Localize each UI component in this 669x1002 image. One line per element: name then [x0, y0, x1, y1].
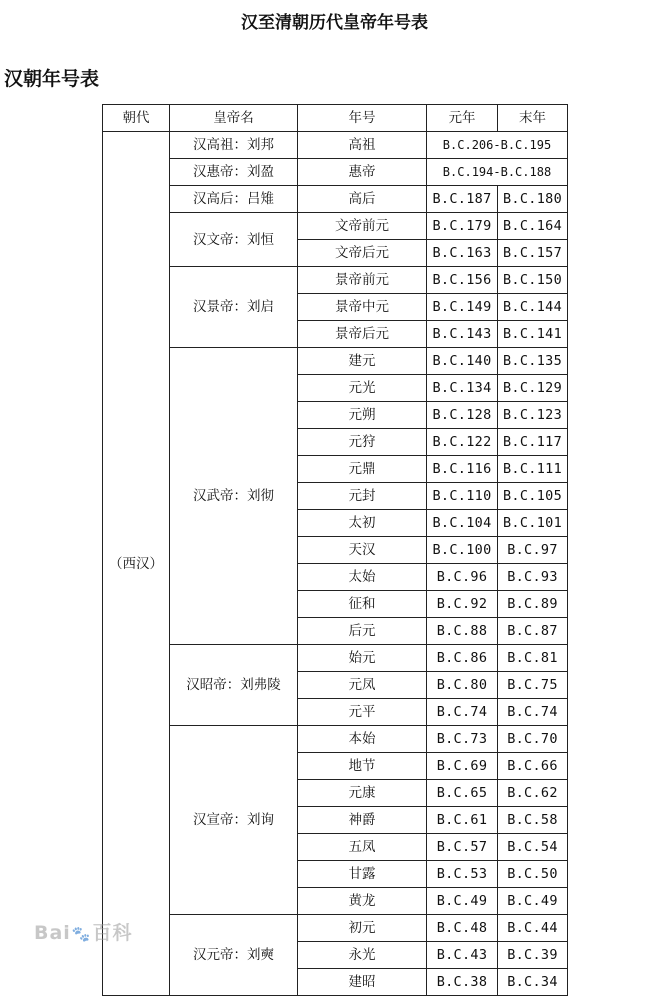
table-row [103, 159, 568, 186]
start-year-cell: B.C.74 [427, 699, 498, 726]
watermark-text-left: Bai [34, 922, 71, 944]
era-name-cell: 黄龙 [298, 888, 427, 915]
end-year-cell: B.C.87 [498, 618, 568, 645]
start-year-cell: B.C.53 [427, 861, 498, 888]
era-name-cell: 神爵 [298, 807, 427, 834]
start-year-cell: B.C.163 [427, 240, 498, 267]
start-year-cell: B.C.122 [427, 429, 498, 456]
year-span-cell [427, 132, 568, 159]
era-name-cell: 甘露 [298, 861, 427, 888]
era-name-cell: 建元 [298, 348, 427, 375]
start-year-cell: B.C.61 [427, 807, 498, 834]
header-emperor: 皇帝名 [170, 105, 298, 132]
end-year-cell: B.C.50 [498, 861, 568, 888]
header-era: 年号 [298, 105, 427, 132]
year-separator: - [493, 138, 501, 152]
end-year-cell: B.C.97 [498, 537, 568, 564]
start-year-cell: B.C.187 [427, 186, 498, 213]
era-name-cell: 征和 [298, 591, 427, 618]
start-year-cell: B.C.179 [427, 213, 498, 240]
table-row [103, 267, 568, 294]
era-name-cell: 天汉 [298, 537, 427, 564]
end-year-cell: B.C.89 [498, 591, 568, 618]
table-row [103, 186, 568, 213]
era-name-cell: 地节 [298, 753, 427, 780]
era-name-cell: 后元 [298, 618, 427, 645]
start-year-cell: B.C.57 [427, 834, 498, 861]
start-year-cell: B.C.140 [427, 348, 498, 375]
emperor-name-cell: 汉景帝：刘启 [170, 267, 298, 348]
table-row [103, 132, 568, 159]
start-year-cell: B.C.104 [427, 510, 498, 537]
era-name-cell: 元封 [298, 483, 427, 510]
end-year-cell: B.C.117 [498, 429, 568, 456]
start-year-cell: B.C.65 [427, 780, 498, 807]
section-title: 汉朝年号表 [4, 68, 100, 90]
end-year-cell: B.C.164 [498, 213, 568, 240]
table-row [103, 213, 568, 240]
era-name-cell: 元凤 [298, 672, 427, 699]
end-year-cell: B.C.123 [498, 402, 568, 429]
emperor-name-cell: 汉武帝：刘彻 [170, 348, 298, 645]
start-year-cell: B.C.128 [427, 402, 498, 429]
end-year-cell: B.C.129 [498, 375, 568, 402]
era-name-cell: 元康 [298, 780, 427, 807]
end-year-cell: B.C.70 [498, 726, 568, 753]
emperor-name-cell: 汉昭帝：刘弗陵 [170, 645, 298, 726]
watermark-text-right: 百科 [92, 922, 133, 944]
year-separator: - [493, 165, 501, 179]
end-year-cell: B.C.150 [498, 267, 568, 294]
start-year-cell: B.C.149 [427, 294, 498, 321]
end-year: B.C.195 [500, 138, 552, 152]
start-year-cell: B.C.43 [427, 942, 498, 969]
table-body [103, 132, 568, 996]
start-year-cell: B.C.143 [427, 321, 498, 348]
start-year-cell: B.C.100 [427, 537, 498, 564]
end-year-cell: B.C.141 [498, 321, 568, 348]
era-name-cell: 景帝后元 [298, 321, 427, 348]
end-year-cell: B.C.49 [498, 888, 568, 915]
end-year: B.C.188 [500, 165, 552, 179]
emperor-name-cell: 汉惠帝：刘盈 [170, 159, 298, 186]
era-name-cell: 元朔 [298, 402, 427, 429]
start-year-cell: B.C.49 [427, 888, 498, 915]
end-year-cell: B.C.144 [498, 294, 568, 321]
start-year-cell: B.C.88 [427, 618, 498, 645]
table-row [103, 348, 568, 375]
start-year: B.C.206 [442, 138, 494, 152]
end-year-cell: B.C.66 [498, 753, 568, 780]
header-start-year: 元年 [427, 105, 498, 132]
end-year-cell: B.C.39 [498, 942, 568, 969]
era-name-cell: 始元 [298, 645, 427, 672]
era-name-cell: 初元 [298, 915, 427, 942]
end-year-cell: B.C.111 [498, 456, 568, 483]
end-year-cell: B.C.157 [498, 240, 568, 267]
emperor-name-cell: 汉文帝：刘恒 [170, 213, 298, 267]
era-name-cell: 高后 [298, 186, 427, 213]
table-header-row [103, 105, 568, 132]
start-year-cell: B.C.96 [427, 564, 498, 591]
header-end-year: 末年 [498, 105, 568, 132]
year-span-cell [427, 159, 568, 186]
era-name-cell: 景帝前元 [298, 267, 427, 294]
end-year-cell: B.C.180 [498, 186, 568, 213]
emperor-name-cell: 汉高祖：刘邦 [170, 132, 298, 159]
era-name-cell: 元平 [298, 699, 427, 726]
table-row [103, 915, 568, 942]
start-year-cell: B.C.38 [427, 969, 498, 996]
emperor-name-cell: 汉元帝：刘奭 [170, 915, 298, 996]
emperor-name-cell: 汉宣帝：刘询 [170, 726, 298, 915]
end-year-cell: B.C.93 [498, 564, 568, 591]
emperor-name-cell: 汉高后：吕雉 [170, 186, 298, 213]
era-name-cell: 景帝中元 [298, 294, 427, 321]
end-year-cell: B.C.135 [498, 348, 568, 375]
era-name-cell: 太始 [298, 564, 427, 591]
end-year-cell: B.C.44 [498, 915, 568, 942]
end-year-cell: B.C.34 [498, 969, 568, 996]
start-year-cell: B.C.134 [427, 375, 498, 402]
start-year-cell: B.C.156 [427, 267, 498, 294]
end-year-cell: B.C.101 [498, 510, 568, 537]
era-name-cell: 建昭 [298, 969, 427, 996]
start-year-cell: B.C.69 [427, 753, 498, 780]
dynasty-cell: （西汉） [103, 132, 170, 996]
document-title: 汉至清朝历代皇帝年号表 [241, 13, 428, 33]
era-name-cell: 永光 [298, 942, 427, 969]
era-name-cell: 高祖 [298, 132, 427, 159]
era-name-table [102, 104, 568, 996]
end-year-cell: B.C.74 [498, 699, 568, 726]
baidu-watermark [34, 918, 133, 945]
start-year-cell: B.C.116 [427, 456, 498, 483]
end-year-cell: B.C.75 [498, 672, 568, 699]
start-year-cell: B.C.110 [427, 483, 498, 510]
header-dynasty: 朝代 [103, 105, 170, 132]
era-name-cell: 惠帝 [298, 159, 427, 186]
table-row [103, 726, 568, 753]
era-name-cell: 五凤 [298, 834, 427, 861]
start-year-cell: B.C.48 [427, 915, 498, 942]
era-name-cell: 本始 [298, 726, 427, 753]
era-name-cell: 元鼎 [298, 456, 427, 483]
end-year-cell: B.C.58 [498, 807, 568, 834]
table-row [103, 645, 568, 672]
end-year-cell: B.C.62 [498, 780, 568, 807]
end-year-cell: B.C.105 [498, 483, 568, 510]
start-year-cell: B.C.92 [427, 591, 498, 618]
start-year-cell: B.C.73 [427, 726, 498, 753]
era-name-cell: 文帝前元 [298, 213, 427, 240]
start-year-cell: B.C.80 [427, 672, 498, 699]
era-name-cell: 太初 [298, 510, 427, 537]
start-year: B.C.194 [442, 165, 494, 179]
baidu-paw-icon: 🐾 [71, 925, 92, 943]
end-year-cell: B.C.54 [498, 834, 568, 861]
era-name-cell: 元狩 [298, 429, 427, 456]
start-year-cell: B.C.86 [427, 645, 498, 672]
end-year-cell: B.C.81 [498, 645, 568, 672]
era-name-cell: 元光 [298, 375, 427, 402]
era-name-cell: 文帝后元 [298, 240, 427, 267]
